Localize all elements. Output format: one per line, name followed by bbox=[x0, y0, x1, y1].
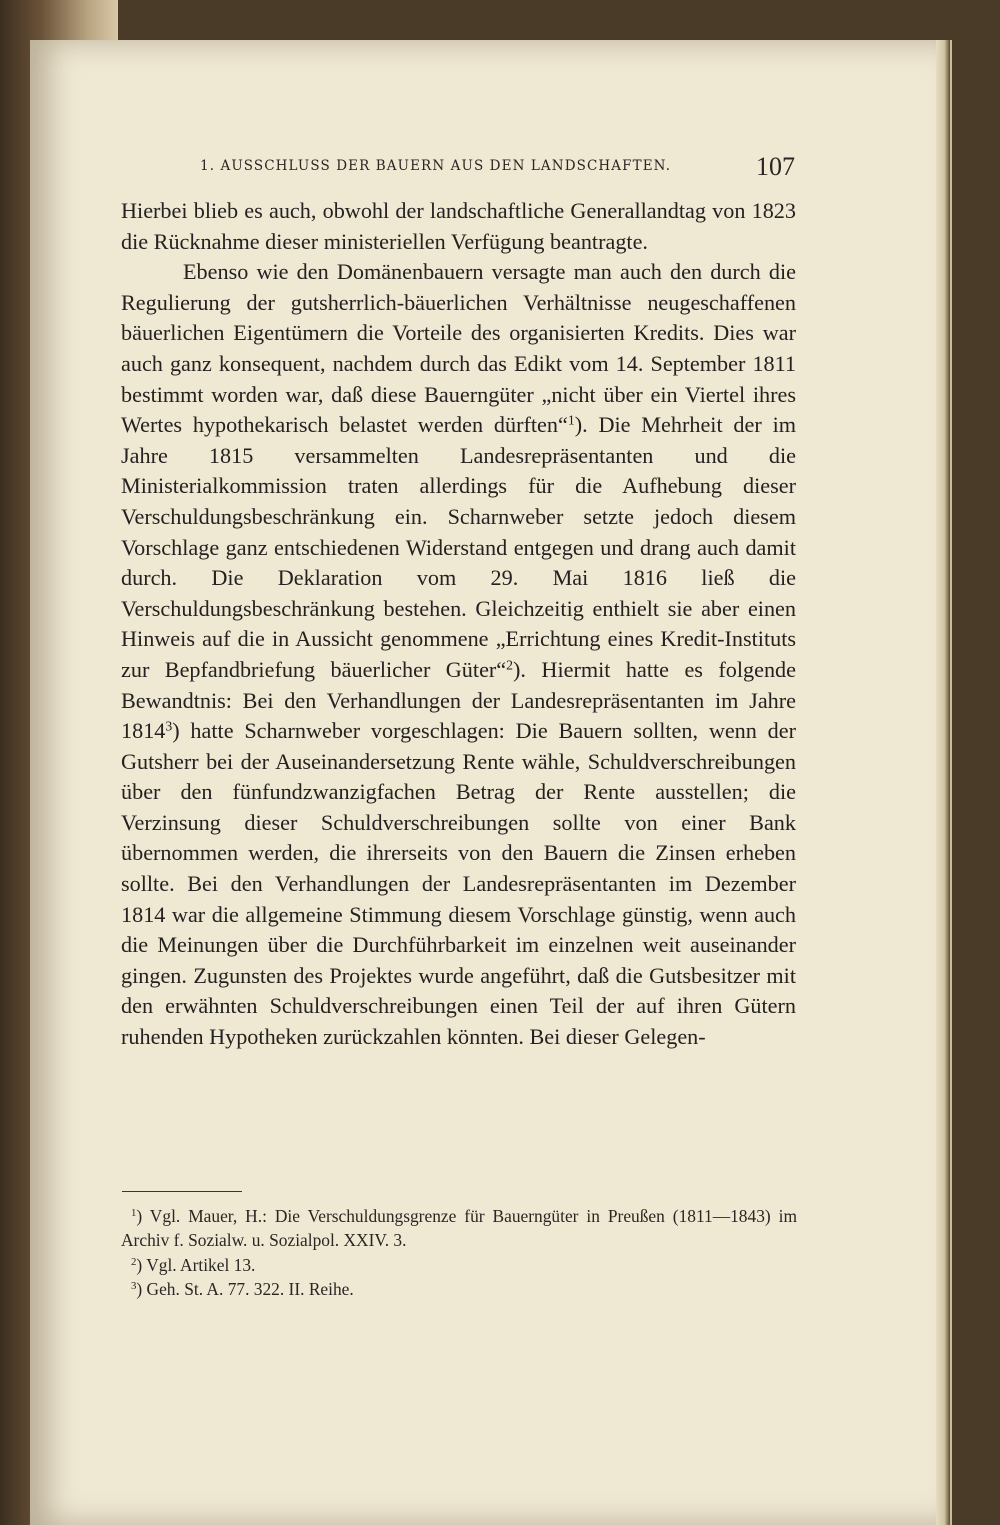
paragraph-2-part-b: ). Die Mehrheit der im Jahre 1815 versammelten Landesrepräsentanten und die Ministerialkommission traten allerdings für die Aufhebung dieser Verschuldungsbeschränkung ein. Scharnweber setzte jedoch diesem Vorschlage ganz entschiedenen Widerstand entgegen und drang auch damit durch. Die Deklaration vom 29. Mai 1816 ließ die Verschuldungsbeschränkung bestehen. Gleichzeitig enthielt sie aber einen Hinweis auf die in Aussicht genommene „Errichtung eines Kredit-Instituts zur Bepfandbriefung bäuerlicher Güter“ bbox=[121, 412, 796, 682]
footnote-ref-1: 1 bbox=[567, 412, 575, 428]
footnote-3 bbox=[121, 1277, 797, 1301]
paragraph-2-part-c: ). Hiermit hatte es folgende Bewandtnis: Bei den Verhandlungen der Landesrepräsentanten im Jahre 1814 bbox=[121, 656, 796, 744]
footnotes bbox=[121, 1204, 797, 1301]
footnote-ref-3: 3 bbox=[165, 718, 173, 734]
footnote-3-text: ) Geh. St. A. 77. 322. II. Reihe. bbox=[136, 1278, 354, 1299]
footnote-3-marker: 3 bbox=[131, 1279, 137, 1292]
footnote-2 bbox=[121, 1253, 797, 1277]
footnote-1 bbox=[121, 1204, 797, 1253]
paragraph-1: Hierbei blieb es auch, obwohl der landschaftliche Generallandtag von 1823 die Rücknahme dieser ministeriellen Verfügung beantragte. bbox=[121, 198, 796, 254]
footnote-2-text: ) Vgl. Artikel 13. bbox=[136, 1254, 256, 1275]
footnote-divider bbox=[122, 1191, 242, 1192]
page-edge bbox=[936, 40, 950, 1525]
footnote-ref-2: 2 bbox=[506, 657, 514, 673]
footnote-1-text: ) Vgl. Mauer, H.: Die Verschuldungsgrenze für Bauerngüter in Preußen (1811—1843) im Archiv f. Sozialw. u. Sozialpol. XXIV. 3. bbox=[121, 1206, 797, 1251]
paragraph-2-part-d: ) hatte Scharnweber vorgeschlagen: Die Bauern sollten, wenn der Gutsherr bei der Auseinandersetzung Rente wähle, Schuldverschreibungen über den fünfundzwanzigfachen Betrag der Rente ausstellen; die Verzinsung dieser Schuldverschreibungen sollte von einer Bank übernommen werden, die ihrerseits von den Bauern die Zinsen erheben sollte. Bei den Verhandlungen der Landesrepräsentanten im Dezember 1814 war die allgemeine Stimmung diesem Vorschlage günstig, wenn auch die Meinungen über die Durchführbarkeit im einzelnen weit auseinander gingen. Zugunsten des Projektes wurde angeführt, daß die Gutsbesitzer mit den erwähnten Schuldverschreibungen einen Teil der auf ihren Gütern ruhenden Hypotheken zurückzahlen könnten. Bei dieser Gelegen- bbox=[121, 718, 796, 1050]
page-number: 107 bbox=[756, 152, 795, 181]
running-head: 1. AUSSCHLUSS DER BAUERN AUS DEN LANDSCHAFTEN. bbox=[200, 158, 672, 174]
paragraph-2-part-a: Ebenso wie den Domänenbauern versagte man auch den durch die Regulierung der gutsherrlich-bäuerlichen Verhältnisse neugeschaffenen bäuerlichen Eigentümern die Vorteile des organisierten Kredits. Dies war auch ganz konsequent, nachdem durch das Edikt vom 14. September 1811 bestimmt worden war, daß diese Bauerngüter „nicht über ein Viertel ihres Wertes hypothekarisch belastet werden dürften“ bbox=[121, 259, 796, 438]
body-text bbox=[121, 196, 796, 1053]
footnote-2-marker: 2 bbox=[131, 1255, 137, 1268]
footnote-1-marker: 1 bbox=[131, 1207, 137, 1220]
paragraph-2 bbox=[121, 257, 796, 1052]
